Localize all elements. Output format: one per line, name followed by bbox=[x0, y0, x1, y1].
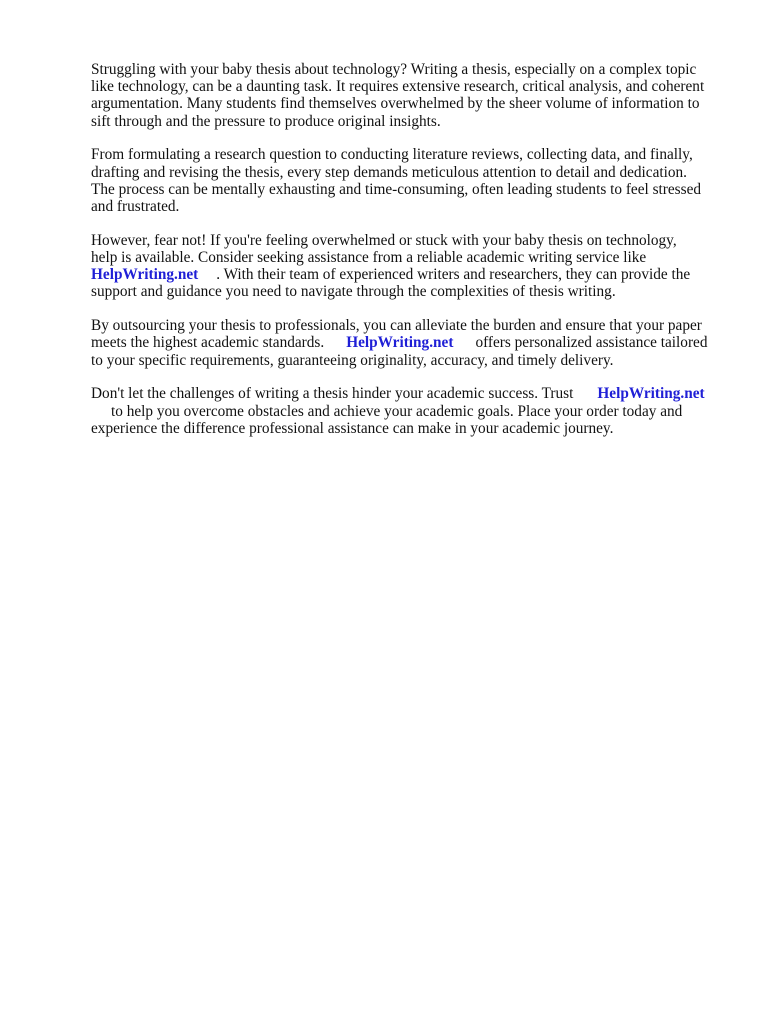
paragraph-1 bbox=[91, 61, 731, 130]
text-fragment: to help you overcome obstacles and achieve your academic goals. Place your order today and bbox=[111, 402, 683, 420]
text-line bbox=[91, 334, 731, 351]
text-line: By outsourcing your thesis to professionals, you can alleviate the burden and ensure that your paper bbox=[91, 317, 702, 335]
text-line: help is available. Consider seeking assistance from a reliable academic writing service like bbox=[91, 249, 647, 267]
text-fragment: . With their team of experienced writers and researchers, they can provide the bbox=[216, 266, 691, 284]
text-line: to your specific requirements, guaranteeing originality, accuracy, and timely delivery. bbox=[91, 351, 614, 369]
document-page bbox=[91, 61, 731, 454]
text-line: like technology, can be a daunting task. It requires extensive research, critical analysis, and coherent bbox=[91, 78, 705, 96]
paragraph-2 bbox=[91, 146, 731, 215]
text-line: and frustrated. bbox=[91, 198, 180, 216]
helpwriting-link[interactable]: HelpWriting.net bbox=[91, 266, 199, 284]
text-line: Struggling with your baby thesis about technology? Writing a thesis, especially on a complex topic bbox=[91, 61, 697, 78]
text-line: sift through and the pressure to produce original insights. bbox=[91, 112, 441, 130]
text-line bbox=[91, 403, 731, 420]
helpwriting-link[interactable]: HelpWriting.net bbox=[346, 334, 454, 352]
text-line: The process can be mentally exhausting and time-consuming, often leading students to feel stressed bbox=[91, 180, 702, 198]
text-line: drafting and revising the thesis, every step demands meticulous attention to detail and dedication. bbox=[91, 163, 687, 181]
paragraph-5 bbox=[91, 385, 731, 437]
text-line bbox=[91, 385, 731, 402]
text-line: support and guidance you need to navigate through the complexities of thesis writing. bbox=[91, 283, 616, 301]
paragraph-3 bbox=[91, 232, 731, 301]
text-line: From formulating a research question to conducting literature reviews, collecting data, and finally, bbox=[91, 146, 693, 164]
paragraph-4 bbox=[91, 317, 731, 369]
text-fragment: meets the highest academic standards. bbox=[91, 334, 325, 352]
text-fragment: Don't let the challenges of writing a thesis hinder your academic success. Trust bbox=[91, 385, 574, 403]
helpwriting-link[interactable]: HelpWriting.net bbox=[597, 385, 705, 403]
text-line bbox=[91, 266, 731, 283]
text-line: experience the difference professional assistance can make in your academic journey. bbox=[91, 419, 614, 437]
text-line: argumentation. Many students find themselves overwhelmed by the sheer volume of information to bbox=[91, 95, 700, 113]
text-fragment: offers personalized assistance tailored bbox=[475, 334, 708, 352]
text-line: However, fear not! If you're feeling overwhelmed or stuck with your baby thesis on technology, bbox=[91, 231, 677, 249]
